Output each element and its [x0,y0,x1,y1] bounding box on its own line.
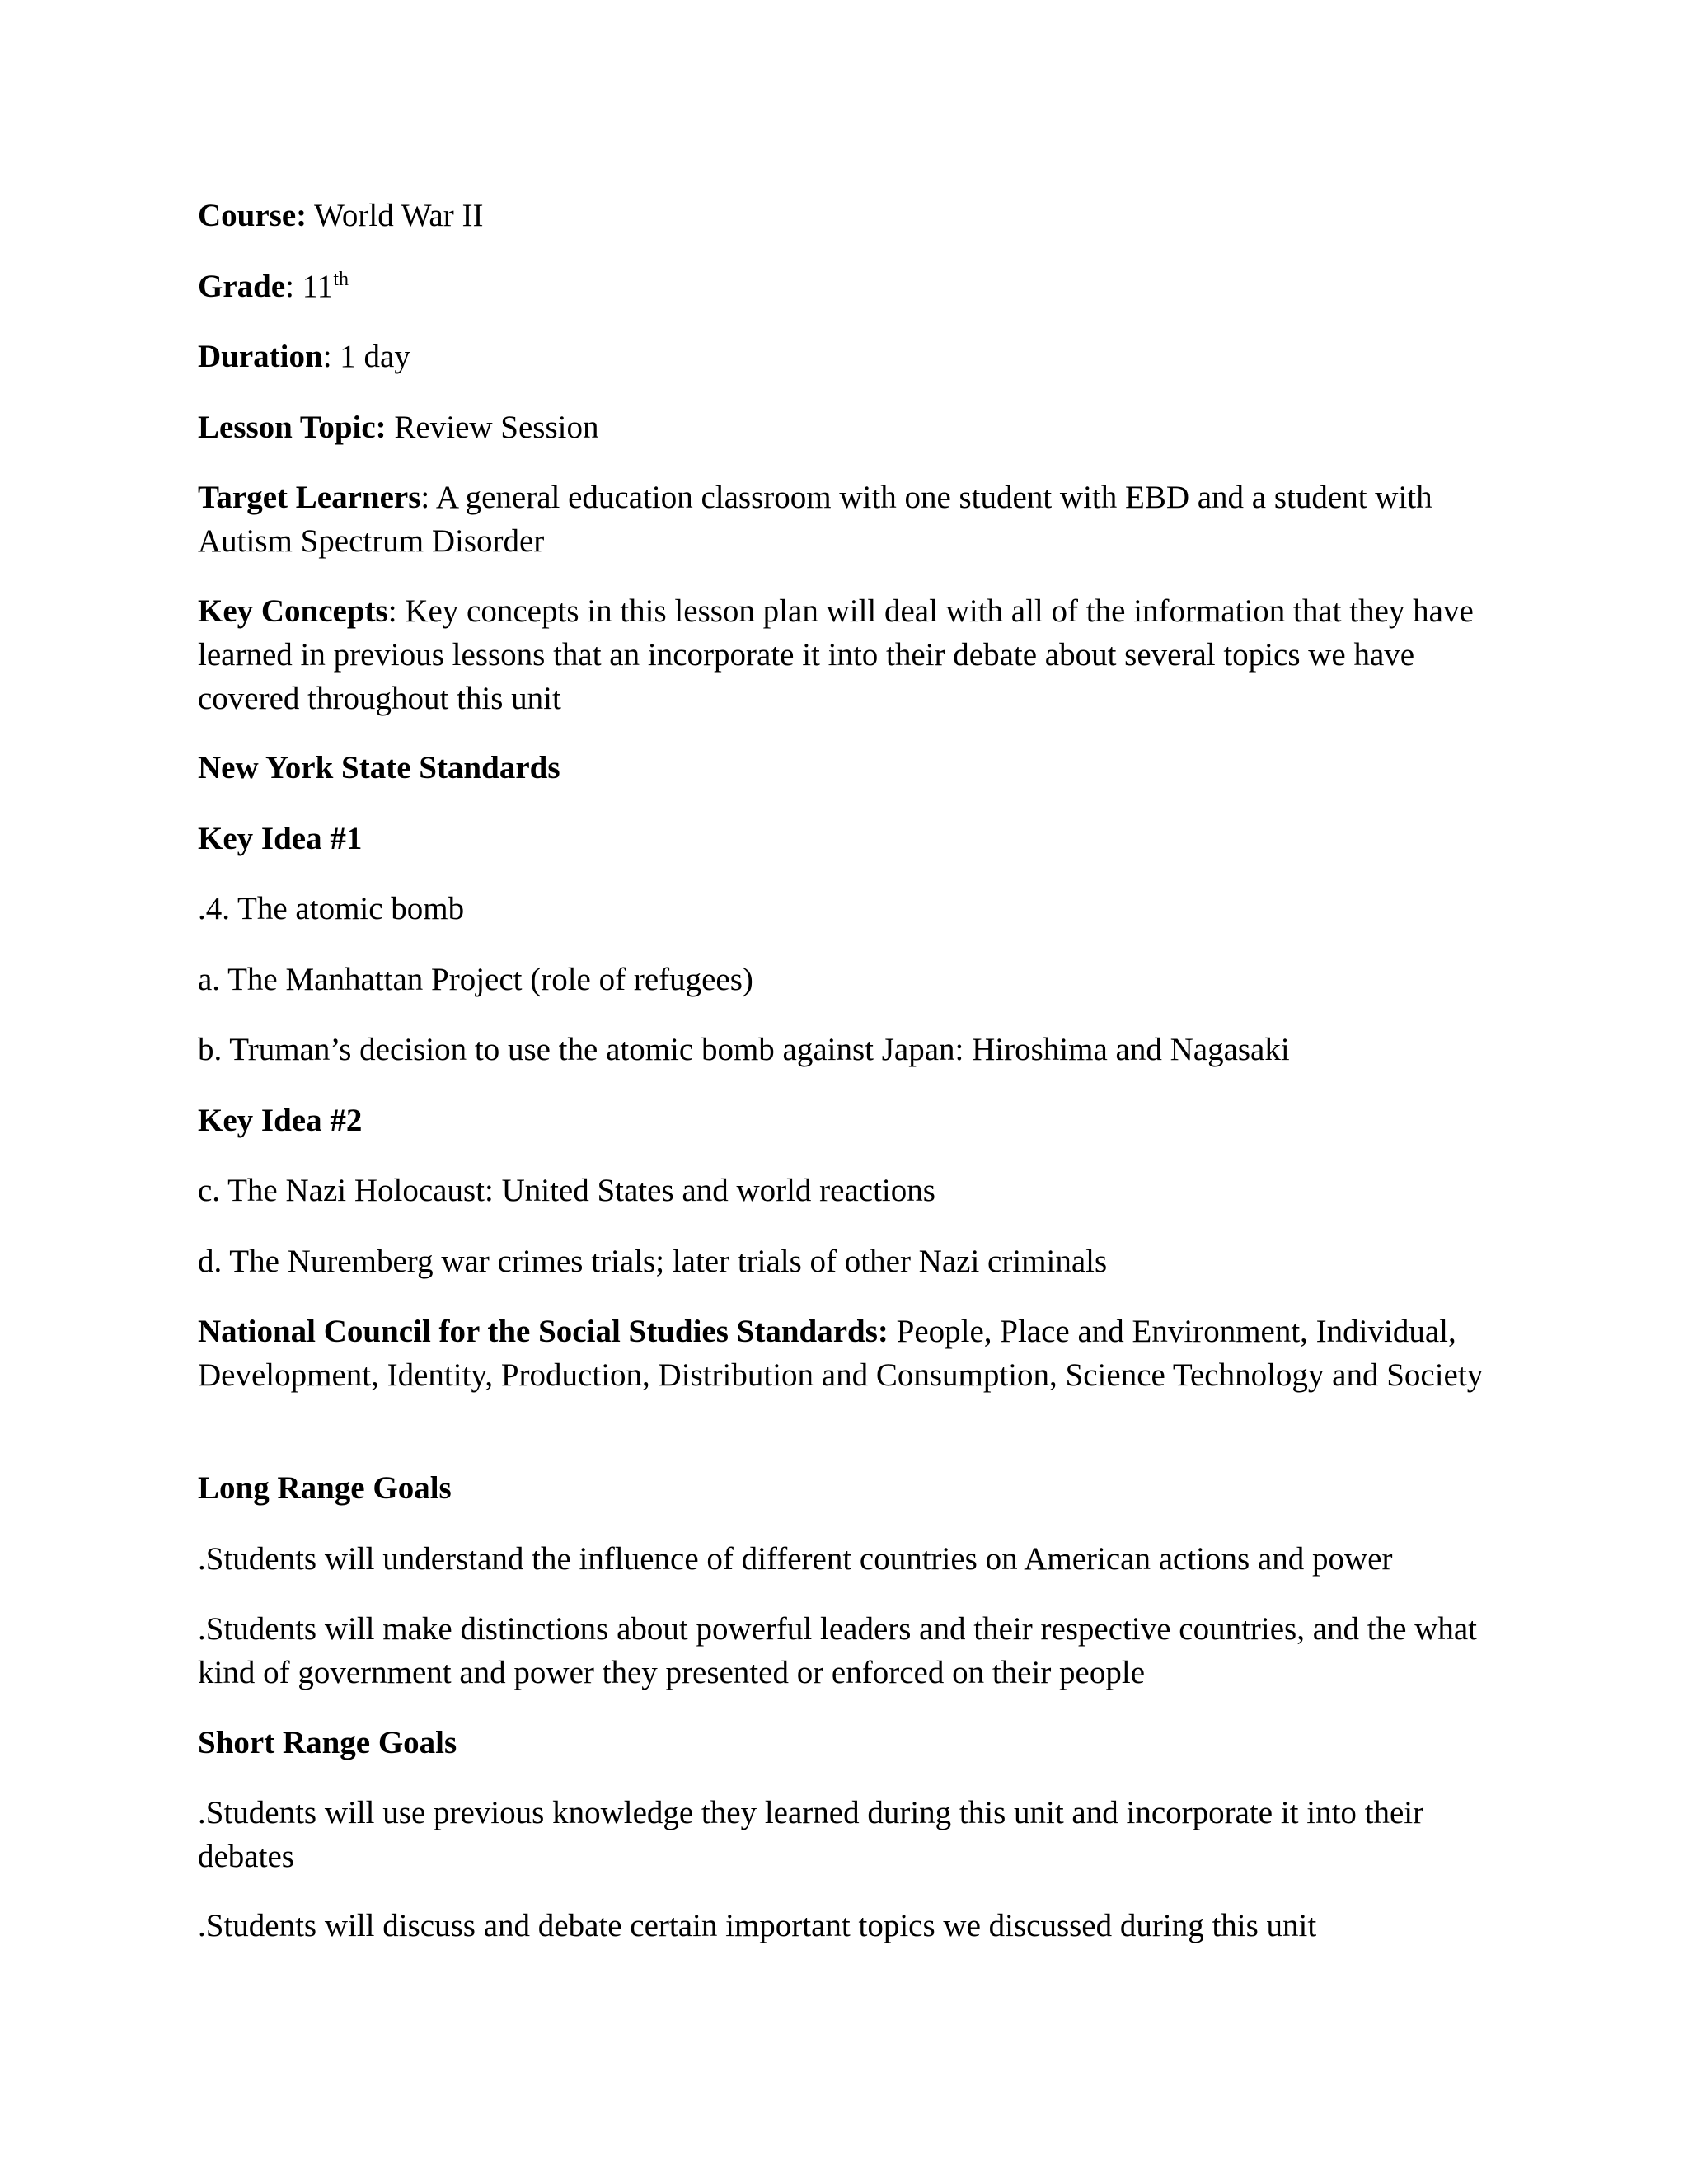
key-concepts-paragraph [198,589,1484,720]
key-concepts-separator: : [387,593,406,629]
duration-line [198,335,1484,378]
key-concepts-label: Key Concepts [198,593,388,629]
key-idea-1-item: .4. The atomic bomb [198,891,465,926]
target-learners-separator: : [420,480,436,515]
long-range-goal-item: .Students will understand the influence of different countries on American actions and power [198,1541,1393,1577]
course-line [198,194,1484,237]
grade-suffix: th [333,269,349,290]
key-idea-2-heading: Key Idea #2 [198,1103,363,1138]
key-idea-2-item: d. The Nuremberg war crimes trials; later trials of other Nazi criminals [198,1244,1108,1279]
grade-separator: : [285,269,302,304]
short-range-goal-item: .Students will use previous knowledge they learned during this unit and incorporate it into their debates [198,1795,1424,1874]
key-idea-1-heading: Key Idea #1 [198,821,363,856]
course-value: World War II [307,198,484,233]
key-idea-1-item: b. Truman’s decision to use the atomic bomb against Japan: Hiroshima and Nagasaki [198,1032,1290,1067]
key-concepts-value: Key concepts in this lesson plan will deal with all of the information that they have learned in previous lessons that an incorporate it into their debate about several topics we have covered throughout this unit [198,593,1474,716]
grade-label: Grade [198,269,286,304]
short-range-goals-heading: Short Range Goals [198,1725,457,1760]
target-learners-label: Target Learners [198,480,421,515]
target-learners-value: A general education classroom with one student with EBD and a student with Autism Spectrum Disorder [198,480,1432,559]
duration-label: Duration [198,339,323,374]
grade-value: 11 [302,269,334,304]
ncss-value: People, Place and Environment, Individual, Development, Identity, Production, Distribution and Consumption, Science Technology and Society [198,1314,1484,1393]
long-range-goal-item: .Students will make distinctions about powerful leaders and their respective countries, and the what kind of government and power they presented or enforced on their people [198,1611,1478,1690]
lesson-topic-value: Review Session [386,410,599,445]
long-range-goals-heading: Long Range Goals [198,1470,452,1506]
grade-line [198,265,1484,308]
target-learners-paragraph [198,476,1484,563]
duration-value: 1 day [340,339,410,374]
ncss-label: National Council for the Social Studies Standards: [198,1314,889,1349]
nys-standards-heading: New York State Standards [198,750,560,785]
ncss-paragraph [198,1310,1484,1397]
key-idea-1-item: a. The Manhattan Project (role of refugees) [198,962,753,997]
key-idea-2-item: c. The Nazi Holocaust: United States and world reactions [198,1173,935,1208]
lesson-topic-line [198,405,1484,449]
course-label: Course: [198,198,307,233]
short-range-goal-item: .Students will discuss and debate certain important topics we discussed during this unit [198,1908,1317,1943]
duration-separator: : [322,339,340,374]
lesson-topic-label: Lesson Topic: [198,410,387,445]
